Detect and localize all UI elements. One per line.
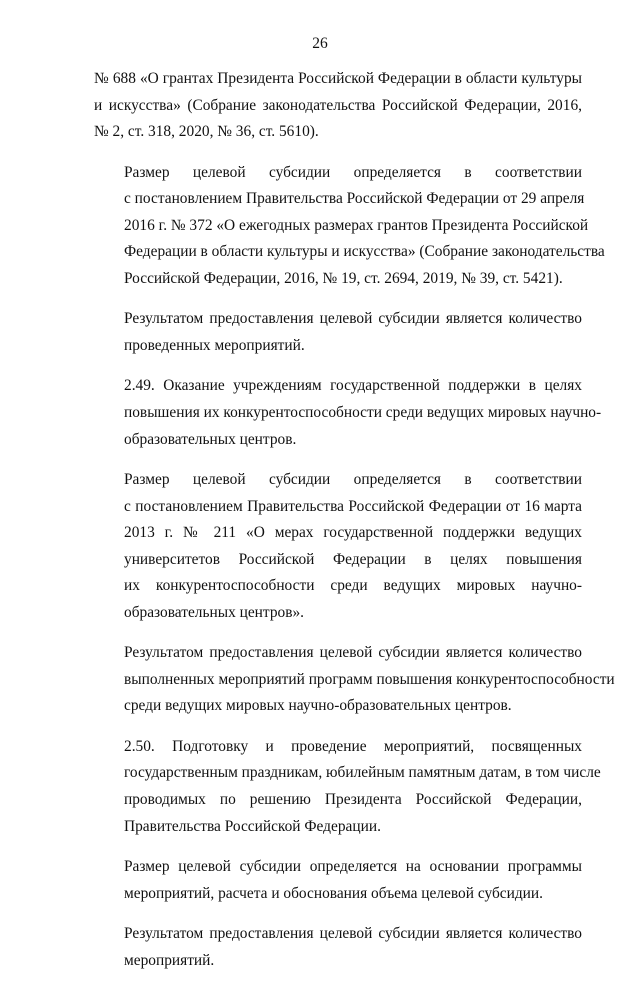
text-line: Российской Федерации, 2016, № 19, ст. 2694, 2019, № 39, ст. 5421).	[124, 269, 563, 287]
text-line: государственным праздникам, юбилейным памятным датам, в том числе	[124, 764, 601, 782]
document-body	[94, 66, 615, 988]
text-line: среди ведущих мировых научно-образовательных центров.	[124, 697, 512, 715]
text-line: Размер целевой субсидии определяется в соответствии	[124, 163, 582, 181]
paragraph	[94, 373, 602, 453]
paragraph	[94, 921, 582, 974]
text-line: Результатом предоставления целевой субсидии является количество	[124, 310, 582, 328]
text-line: образовательных центров.	[124, 430, 297, 448]
text-line: Федерации в области культуры и искусства» (Собрание законодательства	[124, 243, 605, 261]
text-line: Результатом предоставления целевой субсидии является количество	[124, 644, 582, 662]
text-line: с постановлением Правительства Российской Федерации от 16 марта	[124, 497, 582, 515]
paragraph	[94, 854, 582, 907]
paragraph	[94, 66, 582, 146]
paragraph	[94, 640, 615, 720]
text-line: № 688 «О грантах Президента Российской Федерации в области культуры	[94, 70, 582, 87]
text-line: 2013 г. № 211 «О мерах государственной поддержки ведущих	[124, 524, 582, 542]
text-line: Правительства Российской Федерации.	[124, 817, 381, 835]
text-line: с постановлением Правительства Российской Федерации от 29 апреля	[124, 190, 585, 208]
paragraph	[94, 734, 601, 840]
text-line: 2016 г. № 372 «О ежегодных размерах грантов Президента Российской	[124, 216, 589, 234]
text-line: Размер целевой субсидии определяется на основании программы	[124, 858, 582, 876]
text-line: Размер целевой субсидии определяется в соответствии	[124, 470, 582, 488]
text-line: 2.50. Подготовку и проведение мероприятий, посвященных	[124, 737, 582, 755]
text-line: и искусства» (Собрание законодательства Российской Федерации, 2016,	[94, 96, 582, 114]
text-line: университетов Российской Федерации в целях повышения	[124, 550, 582, 568]
text-line: выполненных мероприятий программ повышения конкурентоспособности	[124, 670, 615, 688]
text-line: мероприятий, расчета и обоснования объема целевой субсидии.	[124, 884, 543, 902]
text-line: Результатом предоставления целевой субсидии является количество	[124, 925, 582, 942]
text-line: 2.49. Оказание учреждениям государственной поддержки в целях	[124, 377, 582, 395]
text-line: их конкурентоспособности среди ведущих мировых научно-	[124, 577, 582, 595]
text-line: образовательных центров».	[124, 603, 305, 621]
page-number: 26	[312, 35, 328, 52]
paragraph	[94, 467, 582, 627]
text-line: повышения их конкурентоспособности среди ведущих мировых научно-	[124, 403, 602, 421]
text-line: проводимых по решению Президента Российской Федерации,	[124, 791, 582, 809]
text-line: проведенных мероприятий.	[124, 336, 305, 354]
paragraph	[94, 160, 605, 293]
paragraph	[94, 306, 582, 359]
text-line: № 2, ст. 318, 2020, № 36, ст. 5610).	[94, 123, 319, 141]
text-line: мероприятий.	[124, 951, 215, 969]
